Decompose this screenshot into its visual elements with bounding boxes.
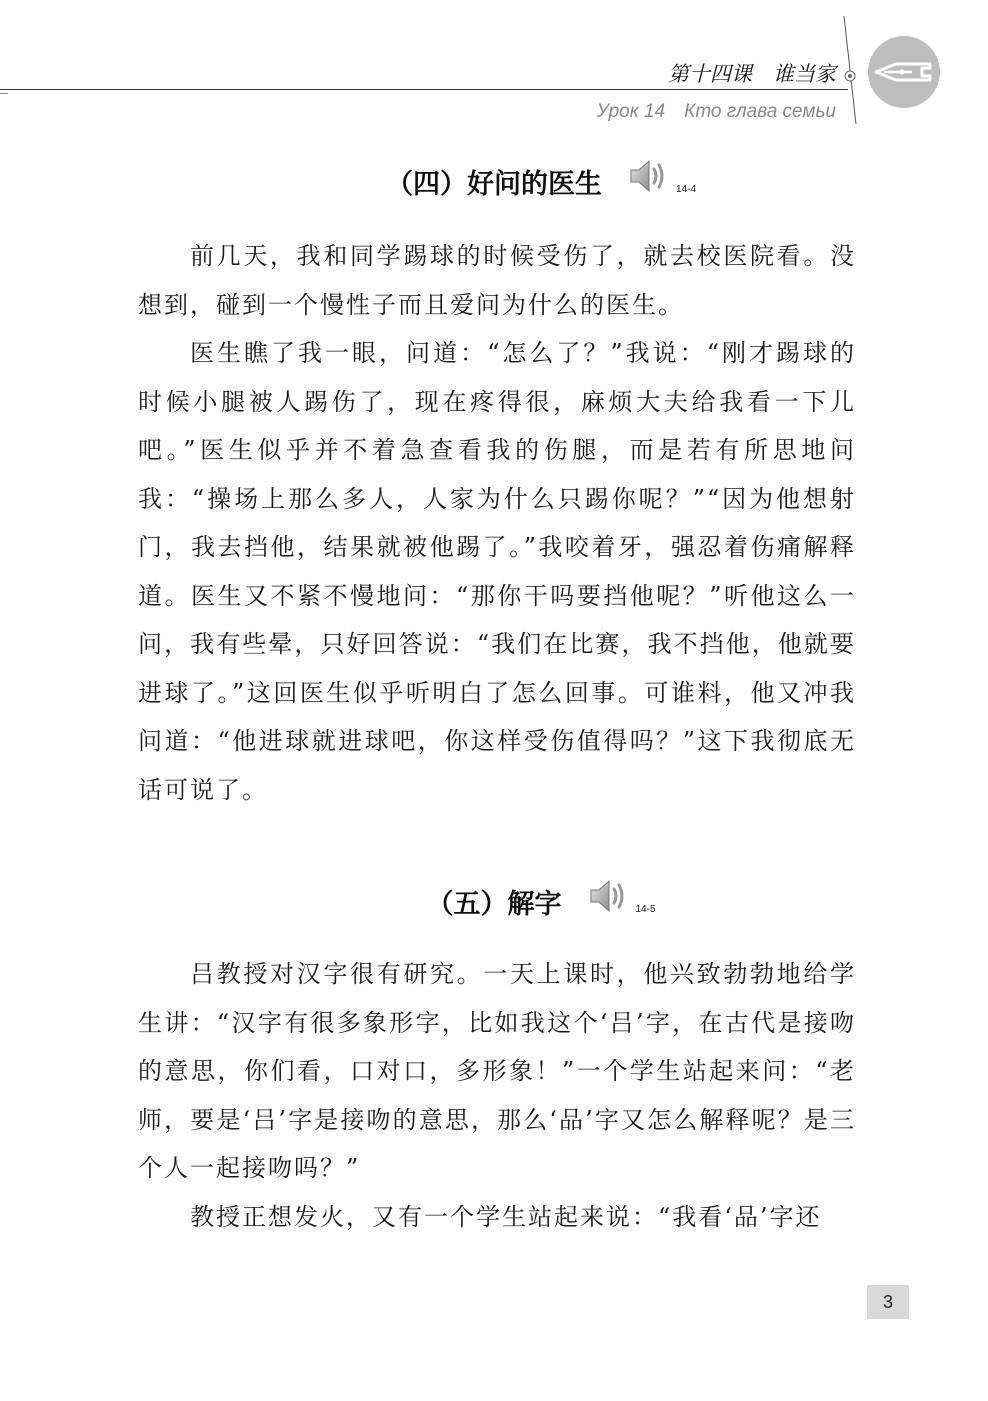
audio-play-button-14-4[interactable] [628,156,700,200]
paragraph: 教授正想发火，又有一个学生站起来说：“我看‘品’字还 [190,1202,822,1231]
pen-nib-icon [868,36,940,108]
speaker-icon [588,876,632,916]
header-decoration [836,14,956,138]
section-5-body [138,950,856,1241]
section-4-body [138,232,856,814]
lesson-title-chinese: 第十四课 谁当家 [668,62,836,86]
paragraph: 医生瞧了我一眼，问道：“怎么了？”我说：“刚才踢球的时候小腿被人踢伤了，现在疼得很，麻烦大夫给我看一下儿吧。”医生似乎并不着急查看我的伤腿，而是若有所思地问我：“操场上那么多人，人家为什么只踢你呢？”“因为他想射门，我去挡他，结果就被他踢了。”我咬着牙，强忍着伤痛解释道。医生又不紧不慢地问：“那你干吗要挡他呢？”听他这么一问，我有些晕，只好回答说：“我们在比赛，我不挡他，他就要进球了。”这回医生似乎听明白了怎么回事。可谁料，他又冲我问道：“他进球就进球吧，你这样受伤值得吗？”这下我彻底无话可说了。 [138,339,856,804]
section-4-title: （四）好问的医生 [386,169,602,200]
lesson-title-russian: Урок 14 Кто глава семьи [596,101,836,122]
section-5-title: （五）解字 [426,889,562,920]
section-5-heading [0,882,988,921]
page-number: 3 [867,1285,909,1319]
header-rule [0,89,848,90]
audio-play-button-14-5[interactable] [588,876,660,920]
speaker-icon [628,156,672,196]
audio-track-label: 14-4 [676,184,697,195]
audio-track-label: 14-5 [635,904,656,915]
paragraph: 前几天，我和同学踢球的时候受伤了，就去校医院看。没想到，碰到一个慢性子而且爱问为什么的医生。 [138,242,856,319]
paragraph: 吕教授对汉字很有研究。一天上课时，他兴致勃勃地给学生讲：“汉字有很多象形字，比如我这个‘吕’字，在古代是接吻的意思，你们看，口对口，多形象！”一个学生站起来问：“老师，要是‘吕’字是接吻的意思，那么‘品’字又怎么解释呢？是三个人一起接吻吗？” [138,960,856,1182]
section-4-heading [0,162,988,201]
header-tick [0,93,8,94]
